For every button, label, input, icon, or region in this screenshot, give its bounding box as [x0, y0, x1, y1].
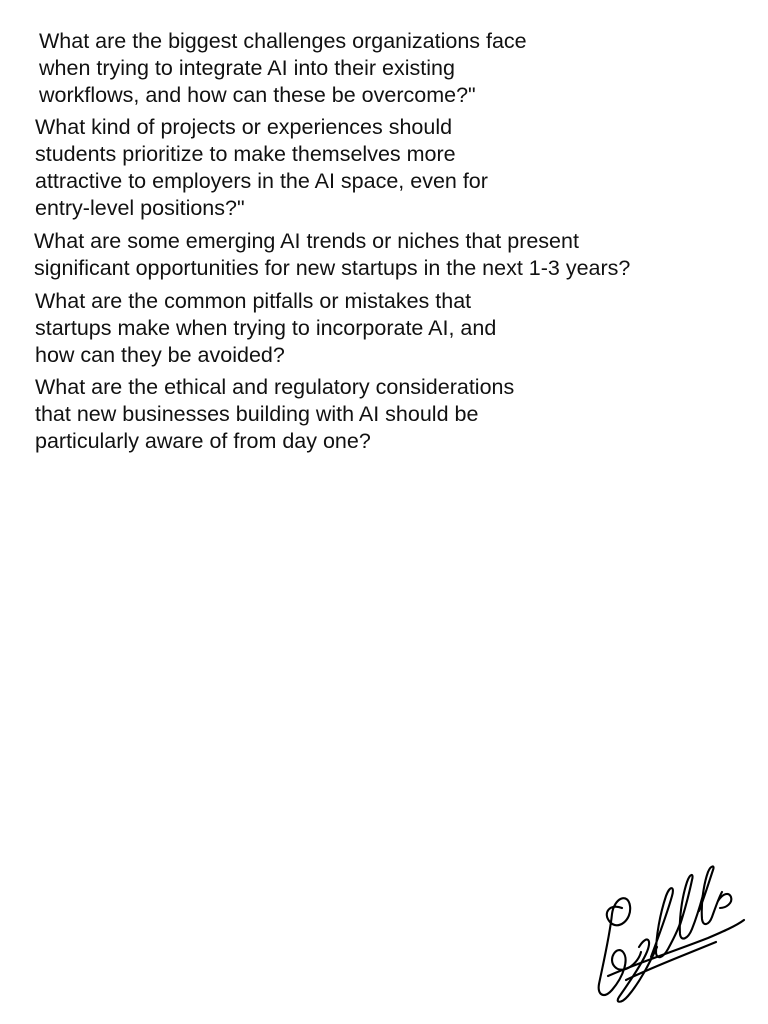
question-2	[35, 114, 488, 222]
question-1	[39, 28, 527, 109]
question-1-line-3: workflows, and how can these be overcome?"	[39, 83, 476, 107]
question-5-line-3: particularly aware of from day one?	[35, 429, 371, 453]
question-3-line-1: What are some emerging AI trends or niches that present	[34, 229, 579, 253]
handwritten-signature-icon	[590, 856, 750, 1006]
question-1-line-1: What are the biggest challenges organizations face	[39, 29, 527, 53]
question-4-line-2: startups make when trying to incorporate AI, and	[35, 316, 497, 340]
question-1-line-2: when trying to integrate AI into their existing	[39, 56, 455, 80]
question-2-line-4: entry-level positions?"	[35, 196, 245, 220]
question-2-line-1: What kind of projects or experiences should	[35, 115, 453, 139]
question-2-line-2: students prioritize to make themselves more	[35, 142, 456, 166]
question-3	[34, 228, 630, 282]
question-4-line-1: What are the common pitfalls or mistakes that	[35, 289, 472, 313]
question-4	[35, 288, 496, 369]
question-5	[35, 374, 514, 455]
question-2-line-3: attractive to employers in the AI space, even for	[35, 169, 488, 193]
question-5-line-1: What are the ethical and regulatory considerations	[35, 375, 515, 399]
question-5-line-2: that new businesses building with AI should be	[35, 402, 479, 426]
question-4-line-3: how can they be avoided?	[35, 343, 285, 367]
question-3-line-2: significant opportunities for new startups in the next 1-3 years?	[34, 256, 631, 280]
